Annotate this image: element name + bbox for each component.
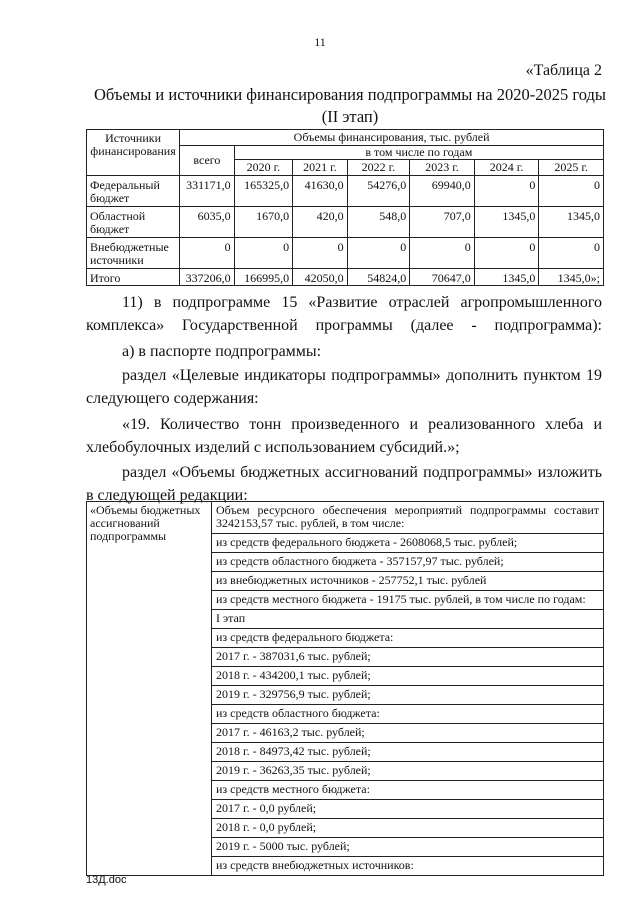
passport-line: 2018 г. - 0,0 рублей; <box>212 819 603 838</box>
table-cell: 0 <box>539 176 604 207</box>
row-label: Внебюджетные источники <box>87 238 180 269</box>
table-row <box>87 238 604 269</box>
table-row <box>87 269 604 286</box>
header-by-years: в том числе по годам <box>234 146 603 160</box>
passport-line: 2017 г. - 0,0 рублей; <box>212 800 603 819</box>
table-cell: 548,0 <box>347 207 410 238</box>
table-cell: 70647,0 <box>410 269 475 286</box>
table-cell: 331171,0 <box>180 176 234 207</box>
table-cell: 165325,0 <box>234 176 293 207</box>
paragraph-11: 11) в подпрограмме 15 «Развитие отраслей агропромышленного комплекса» Государственной программы (далее - подпрограмма): <box>86 294 602 334</box>
passport-line: из средств местного бюджета - 19175 тыс. рублей, в том числе по годам: <box>212 591 603 610</box>
passport-content <box>212 502 604 876</box>
table-title-line1: Объемы и источники финансирования подпрограммы на 2020-2025 годы <box>94 85 606 104</box>
year-header: 2025 г. <box>539 160 604 176</box>
passport-line: 2018 г. - 84973,42 тыс. рублей; <box>212 743 603 762</box>
table-cell: 69940,0 <box>410 176 475 207</box>
footer-filename: 13Д.doc <box>86 874 127 886</box>
year-header: 2024 г. <box>474 160 539 176</box>
table-cell: 0 <box>474 238 539 269</box>
year-header: 2022 г. <box>347 160 410 176</box>
table-cell: 42050,0 <box>293 269 347 286</box>
passport-line: из средств местного бюджета: <box>212 781 603 800</box>
year-header: 2020 г. <box>234 160 293 176</box>
table-cell: 0 <box>347 238 410 269</box>
table-cell: 1345,0 <box>539 207 604 238</box>
table-cell: 0 <box>234 238 293 269</box>
table-cell: 707,0 <box>410 207 475 238</box>
passport-line: 2019 г. - 36263,35 тыс. рублей; <box>212 762 603 781</box>
paragraph-indicators-section: раздел «Целевые индикаторы подпрограммы» дополнить пунктом 19 следующего содержания: <box>86 367 602 407</box>
page-number: 11 <box>314 35 326 49</box>
table-cell: 0 <box>410 238 475 269</box>
passport-line: из средств областного бюджета - 357157,97 тыс. рублей; <box>212 553 603 572</box>
table-cell: 0 <box>539 238 604 269</box>
passport-line: 2019 г. - 329756,9 тыс. рублей; <box>212 686 603 705</box>
passport-line: из средств федерального бюджета: <box>212 629 603 648</box>
paragraph-item-19: «19. Количество тонн произведенного и реализованного хлеба и хлебобулочных изделий с использованием субсидий.»; <box>86 416 602 456</box>
row-label: Итого <box>87 269 180 286</box>
paragraph-a: а) в паспорте подпрограммы: <box>122 343 322 360</box>
header-volumes: Объемы финансирования, тыс. рублей <box>180 130 604 146</box>
header-total: всего <box>180 146 234 176</box>
table-cell: 0 <box>474 176 539 207</box>
year-header: 2021 г. <box>293 160 347 176</box>
financing-table <box>86 129 604 286</box>
table-cell: 41630,0 <box>293 176 347 207</box>
table-cell: 337206,0 <box>180 269 234 286</box>
year-header: 2023 г. <box>410 160 475 176</box>
passport-line: из средств федерального бюджета - 2608068,5 тыс. рублей; <box>212 534 603 553</box>
header-sources: Источники финансирования <box>87 130 180 176</box>
passport-line: из средств внебюджетных источников: <box>216 858 414 872</box>
row-label: Областной бюджет <box>87 207 180 238</box>
table-cell: 54824,0 <box>347 269 410 286</box>
passport-line: Объем ресурсного обеспечения мероприятий подпрограммы составит 3242153,57 тыс. рублей, в том числе: <box>212 502 603 534</box>
passport-line: I этап <box>212 610 603 629</box>
table-cell: 1345,0 <box>474 207 539 238</box>
table-label: «Таблица 2 <box>525 62 602 79</box>
passport-line: 2017 г. - 46163,2 тыс. рублей; <box>212 724 603 743</box>
table-row <box>87 176 604 207</box>
table-cell: 6035,0 <box>180 207 234 238</box>
passport-line: 2019 г. - 5000 тыс. рублей; <box>212 838 603 857</box>
table-cell: 1345,0 <box>474 269 539 286</box>
passport-line: 2018 г. - 434200,1 тыс. рублей; <box>212 667 603 686</box>
passport-line: из внебюджетных источников - 257752,1 тыс. рублей <box>212 572 603 591</box>
table-cell: 54276,0 <box>347 176 410 207</box>
table-cell: 1670,0 <box>234 207 293 238</box>
passport-line: из средств областного бюджета: <box>212 705 603 724</box>
table-cell: 1345,0»; <box>539 269 604 286</box>
table-cell: 166995,0 <box>234 269 293 286</box>
row-label: Федеральный бюджет <box>87 176 180 207</box>
passport-line: 2017 г. - 387031,6 тыс. рублей; <box>212 648 603 667</box>
passport-left-label: «Объемы бюджетных ассигнований подпрограммы <box>87 502 212 876</box>
passport-table <box>86 501 604 876</box>
table-cell: 420,0 <box>293 207 347 238</box>
table-row <box>87 207 604 238</box>
table-title <box>60 84 640 128</box>
paragraph-volumes-section: раздел «Объемы бюджетных ассигнований подпрограммы» изложить в следующей редакции: <box>86 464 602 504</box>
table-cell: 0 <box>293 238 347 269</box>
table-title-line2: (II этап) <box>321 107 379 126</box>
table-cell: 0 <box>180 238 234 269</box>
